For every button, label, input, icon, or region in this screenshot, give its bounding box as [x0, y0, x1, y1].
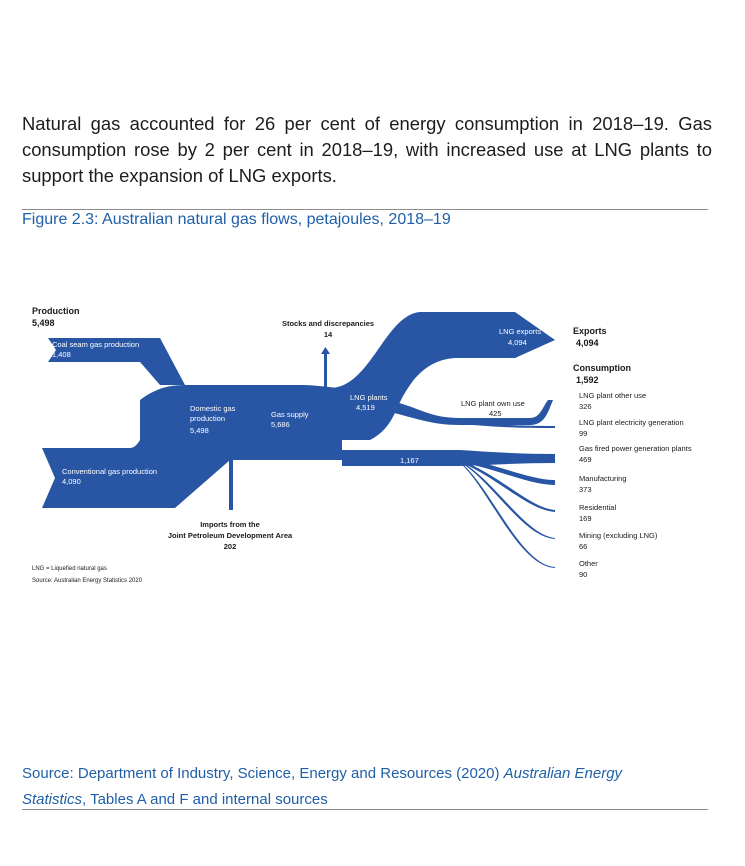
- item-label-1: LNG plant electricity generation: [579, 418, 684, 427]
- diagram-source-note: Source: Australian Energy Statistics 2020: [32, 578, 143, 584]
- item-label-3: Manufacturing: [579, 474, 627, 483]
- lng-plants-value: 4,519: [356, 403, 375, 412]
- title-rule: [22, 209, 708, 210]
- consumption-label: Consumption: [573, 363, 631, 373]
- domestic-consumption-flow: [342, 450, 555, 466]
- gas-flow-sankey: [0, 290, 745, 600]
- source-prefix: Source: Department of Industry, Science, Energy and Resources (2020): [22, 765, 504, 782]
- lng-note: LNG = Liquefied natural gas: [32, 566, 107, 572]
- source-italic-2: Statistics: [22, 791, 83, 808]
- item-label-6: Other: [579, 559, 598, 568]
- domestic-label-2: production: [190, 414, 226, 423]
- source-citation: [22, 761, 722, 813]
- imports-flow: [229, 460, 233, 510]
- domestic-label-1: Domestic gas: [190, 404, 236, 413]
- item-value-1: 99: [579, 429, 588, 438]
- coal-seam-label: Coal seam gas production: [52, 340, 140, 349]
- gas-supply-value: 5,686: [271, 420, 290, 429]
- exports-label: Exports: [573, 326, 607, 336]
- lng-exports-value: 4,094: [508, 338, 527, 347]
- item-value-2: 469: [579, 455, 592, 464]
- conventional-value: 4,090: [62, 477, 81, 486]
- item-value-4: 169: [579, 514, 592, 523]
- imports-label-2: Joint Petroleum Development Area: [167, 531, 293, 540]
- conventional-label: Conventional gas production: [62, 467, 158, 476]
- item-label-2: Gas fired power generation plants: [579, 444, 692, 453]
- stocks-value: 14: [323, 330, 333, 339]
- intro-paragraph: Natural gas accounted for 26 per cent of energy consumption in 2018–19. Gas consumption rose by 2 per cent in 2018–19, with increased use at LNG plants to support the expansion of LNG exports.: [22, 113, 712, 187]
- imports-label-1: Imports from the: [200, 520, 260, 529]
- stocks-label: Stocks and discrepancies: [281, 319, 375, 328]
- domestic-flow-value: 1,167: [400, 456, 419, 465]
- item-value-6: 90: [579, 570, 588, 579]
- item-label-5: Mining (excluding LNG): [579, 531, 658, 540]
- lng-own-use-value: 425: [489, 409, 502, 418]
- lng-own-use-label: LNG plant own use: [461, 399, 525, 408]
- gas-supply-label: Gas supply: [271, 410, 309, 419]
- domestic-value: 5,498: [190, 426, 209, 435]
- coal-seam-value: 1,408: [52, 350, 71, 359]
- source-suffix: , Tables A and F and internal sources: [82, 791, 328, 808]
- production-value: 5,498: [32, 318, 55, 328]
- item-label-0: LNG plant other use: [579, 391, 647, 400]
- lng-exports-label: LNG exports: [499, 327, 542, 336]
- consumption-value: 1,592: [576, 375, 599, 385]
- lng-plants-label: LNG plants: [350, 393, 388, 402]
- item-value-5: 66: [579, 542, 588, 551]
- figure-title: Figure 2.3: Australian natural gas flows, petajoules, 2018–19: [22, 211, 451, 228]
- imports-value: 202: [223, 542, 237, 551]
- item-value-0: 326: [579, 402, 592, 411]
- stocks-flow: [324, 352, 327, 388]
- item-value-3: 373: [579, 485, 592, 494]
- gas-supply-flow: [140, 385, 342, 508]
- source-italic-1: Australian Energy: [503, 765, 623, 782]
- item-label-4: Residential: [579, 503, 617, 512]
- production-label: Production: [32, 306, 80, 316]
- other-flow: [460, 462, 555, 568]
- source-rule: [22, 809, 708, 810]
- exports-value: 4,094: [576, 338, 599, 348]
- stocks-arrow-icon: [321, 347, 330, 354]
